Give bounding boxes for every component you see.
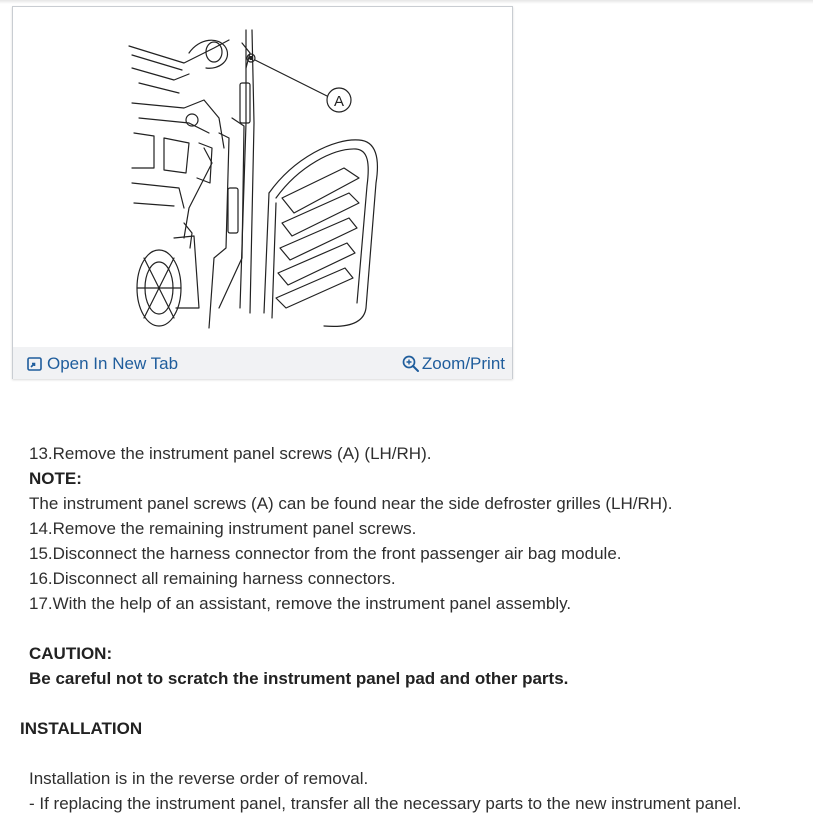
installation-line-2: - If replacing the instrument panel, transfer all the necessary parts to the new instrument panel.	[29, 794, 742, 813]
caution-heading: CAUTION:	[29, 644, 113, 663]
open-in-new-tab-label: Open In New Tab	[47, 354, 179, 373]
open-in-new-tab-link[interactable]	[27, 354, 178, 374]
zoom-in-icon	[402, 355, 420, 373]
step-16: 16.Disconnect all remaining harness connectors.	[29, 569, 396, 588]
open-new-tab-icon	[27, 357, 42, 371]
installation-heading: INSTALLATION	[20, 719, 143, 738]
top-shadow-bar	[0, 0, 813, 4]
installation-text	[29, 766, 741, 816]
instrument-panel-diagram[interactable]	[14, 8, 513, 348]
zoom-print-link[interactable]	[402, 354, 505, 374]
step-15: 15.Disconnect the harness connector from the front passenger air bag module.	[29, 544, 622, 563]
step-17: 17.With the help of an assistant, remove the instrument panel assembly.	[29, 594, 572, 613]
installation-line-1: Installation is in the reverse order of removal.	[29, 769, 369, 788]
procedure-steps	[29, 441, 809, 691]
caution-text: Be careful not to scratch the instrument panel pad and other parts.	[29, 669, 569, 688]
step-13: 13.Remove the instrument panel screws (A) (LH/RH).	[29, 444, 432, 463]
zoom-print-label: Zoom/Print	[421, 354, 505, 373]
note-heading: NOTE:	[29, 469, 82, 488]
figure-footer	[13, 347, 512, 379]
figure-card	[12, 6, 513, 379]
step-14: 14.Remove the remaining instrument panel screws.	[29, 519, 417, 538]
callout-label-a: A	[333, 93, 345, 110]
note-text: The instrument panel screws (A) can be found near the side defroster grilles (LH/RH).	[29, 494, 673, 513]
